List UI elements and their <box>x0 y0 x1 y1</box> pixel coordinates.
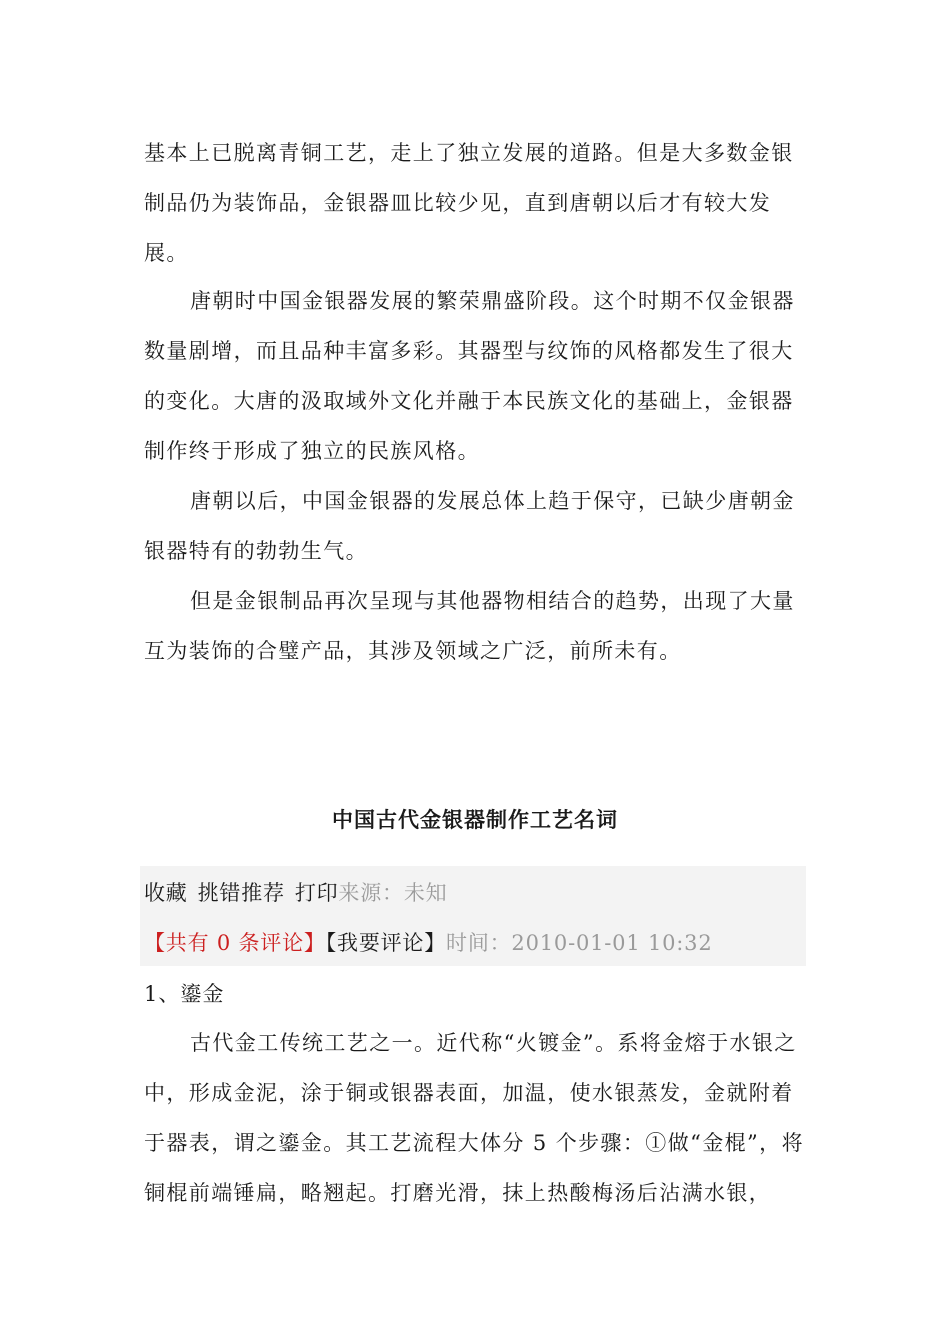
publish-time: 时间：2010-01-01 10:32 <box>446 931 713 955</box>
print-link[interactable]: 打印 <box>294 881 339 905</box>
paragraph-gilding-description: 古代金工传统工艺之一。近代称“火镀金”。系将金熔于水银之中，形成金泥，涂于铜或银器表面，加温，使水银蒸发，金就附着于器表，谓之鎏金。其工艺流程大体分 5 个步骤：①做“金棍”，将铜棍前端锤扁，略翘起。打磨光滑，抹上热酸梅汤后沾满水银， <box>144 1031 804 1205</box>
meta-actions-row <box>144 868 447 918</box>
section-heading-gilding: 1、鎏金 <box>144 982 225 1006</box>
meta-comments-row <box>144 918 713 968</box>
source-label: 来源：未知 <box>338 881 448 905</box>
comment-count-link[interactable]: 【共有 0 条评论】 <box>144 931 326 955</box>
article-title: 中国古代金银器制作工艺名词 <box>332 808 618 832</box>
paragraph-tang-dynasty: 唐朝时中国金银器发展的繁荣鼎盛阶段。这个时期不仅金银器数量剧增，而且品种丰富多彩。其器型与纹饰的风格都发生了很大的变化。大唐的汲取域外文化并融于本民族文化的基础上，金银器制作终于形成了独立的民族风格。 <box>144 289 795 463</box>
paragraph-intro: 基本上已脱离青铜工艺，走上了独立发展的道路。但是大多数金银制品仍为装饰品，金银器皿比较少见，直到唐朝以后才有较大发展。 <box>144 141 794 265</box>
paragraph-after-tang: 唐朝以后，中国金银器的发展总体上趋于保守，已缺少唐朝金银器特有的勃勃生气。 <box>144 489 795 563</box>
article-meta-bar <box>140 866 806 966</box>
report-recommend-link[interactable]: 挑错推荐 <box>197 881 285 905</box>
paragraph-combination: 但是金银制品再次呈现与其他器物相结合的趋势，出现了大量互为装饰的合璧产品，其涉及领域之广泛，前所未有。 <box>144 589 795 663</box>
post-comment-link[interactable]: 【我要评论】 <box>325 931 447 955</box>
collect-link[interactable]: 收藏 <box>144 881 188 905</box>
